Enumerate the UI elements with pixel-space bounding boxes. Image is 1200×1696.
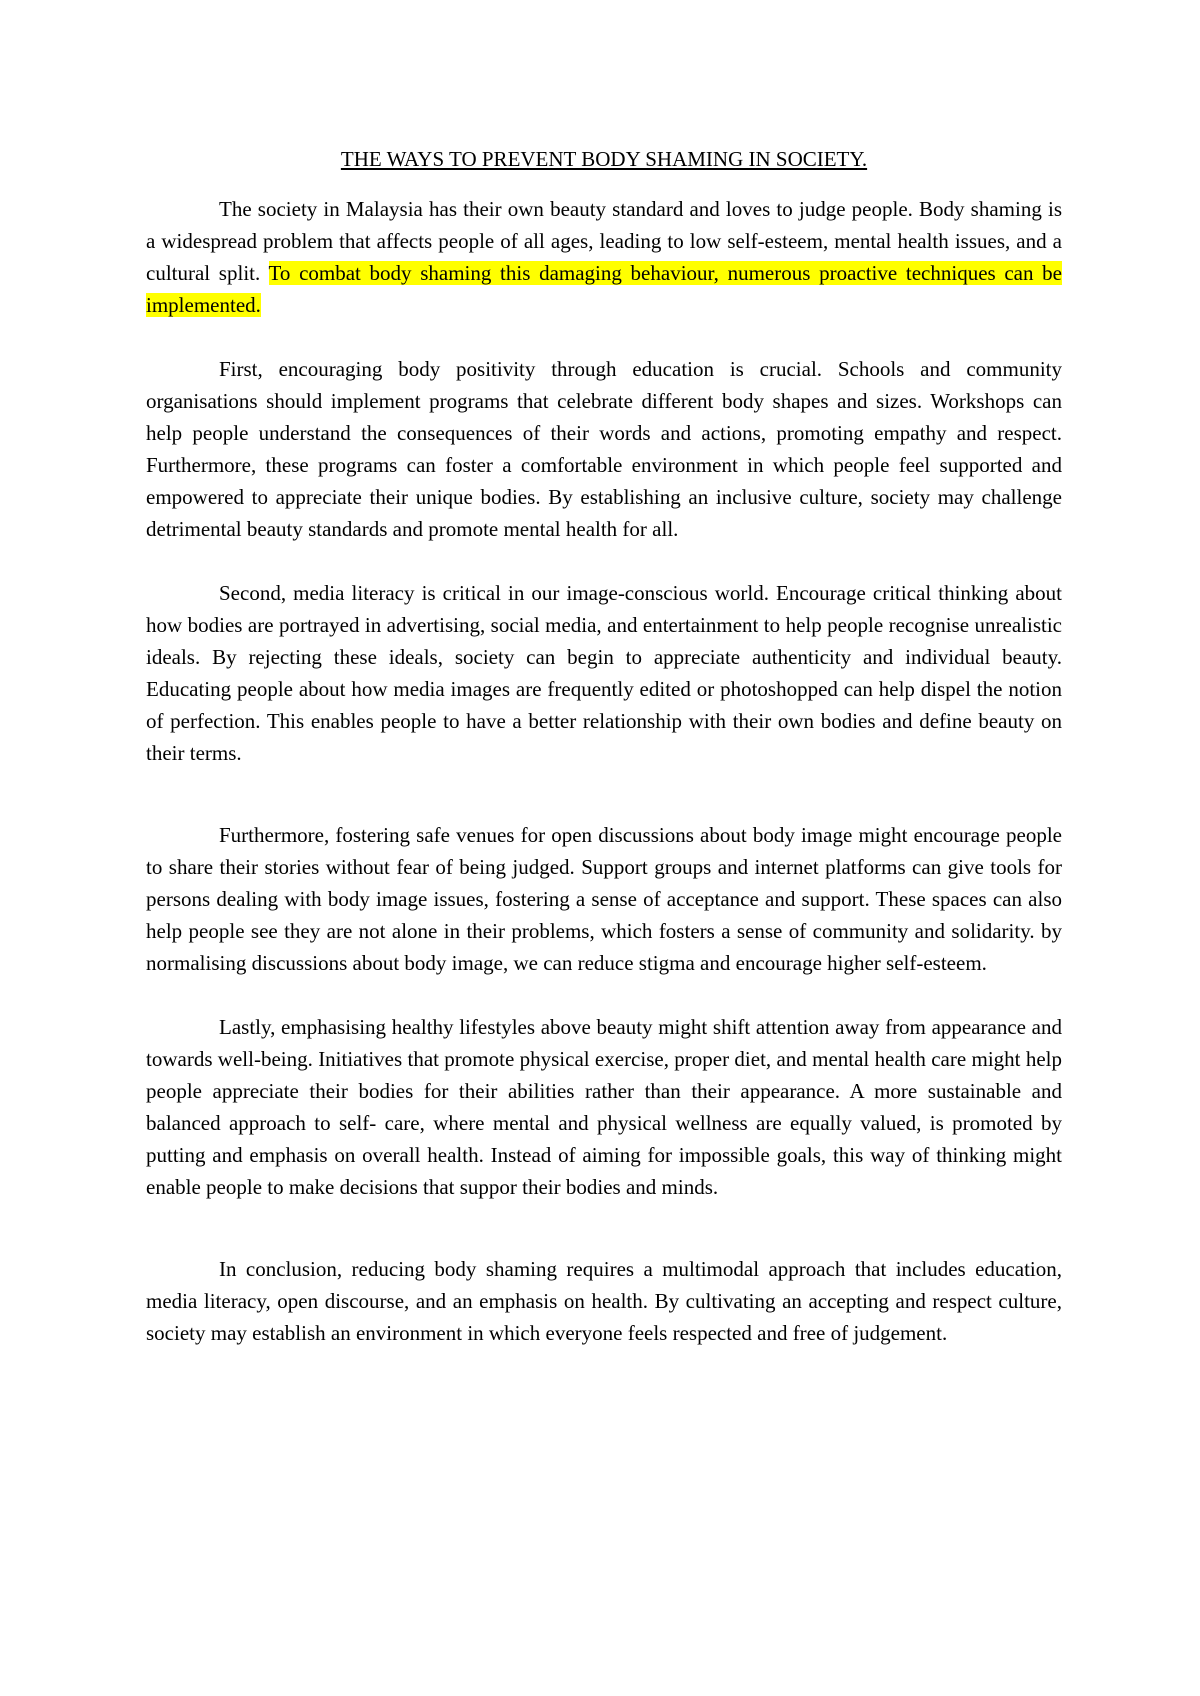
paragraph-safe-venues: Furthermore, fostering safe venues for open discussions about body image might encourage people to share their stories without fear of being judged. Support groups and internet platforms can give tools for persons dealing with body image issues, fostering a sense of acceptance and support. These spaces can also help people see they are not alone in their problems, which fosters a sense of community and solidarity. by normalising discussions about body image, we can reduce stigma and encourage higher self-esteem. xyxy=(146,823,1062,975)
highlighted-text: To combat body shaming this damaging behaviour, numerous proactive techniques can be implemented. xyxy=(146,261,1062,317)
paragraph-education: First, encouraging body positivity through education is crucial. Schools and community organisations should implement programs that celebrate different body shapes and sizes. Workshops can help people understand the consequences of their words and actions, promoting empathy and respect. Furthermore, these programs can foster a comfortable environment in which people feel supported and empowered to appreciate their unique bodies. By establishing an inclusive culture, society may challenge detrimental beauty standards and promote mental health for all. xyxy=(146,357,1062,541)
document-title: THE WAYS TO PREVENT BODY SHAMING IN SOCIETY. xyxy=(340,147,868,171)
paragraph-healthy-lifestyles: Lastly, emphasising healthy lifestyles above beauty might shift attention away from appearance and towards well-being. Initiatives that promote physical exercise, proper diet, and mental health care might help people appreciate their bodies for their abilities rather than their appearance. A more sustainable and balanced approach to self- care, where mental and physical wellness are equally valued, is promoted by putting and emphasis on overall health. Instead of aiming for impossible goals, this way of thinking might enable people to make decisions that suppor their bodies and minds. xyxy=(146,1015,1062,1199)
intro-paragraph xyxy=(146,193,1062,321)
paragraph-conclusion: In conclusion, reducing body shaming requires a multimodal approach that includes education, media literacy, open discourse, and an emphasis on health. By cultivating an accepting and respect culture, society may establish an environment in which everyone feels respected and free of judgement. xyxy=(146,1257,1062,1345)
paragraph-media-literacy: Second, media literacy is critical in our image-conscious world. Encourage critical thinking about how bodies are portrayed in advertising, social media, and entertainment to help people recognise unrealistic ideals. By rejecting these ideals, society can begin to appreciate authenticity and individual beauty. Educating people about how media images are frequently edited or photoshopped can help dispel the notion of perfection. This enables people to have a better relationship with their own bodies and define beauty on their terms. xyxy=(146,581,1062,765)
intro-text: The society in Malaysia has their own beauty standard and loves to judge people. Body shaming is a widespread problem that affects people of all ages, leading to low self-esteem, mental health issues, and a cultural split. xyxy=(146,197,1062,285)
document-body xyxy=(146,143,1062,1349)
